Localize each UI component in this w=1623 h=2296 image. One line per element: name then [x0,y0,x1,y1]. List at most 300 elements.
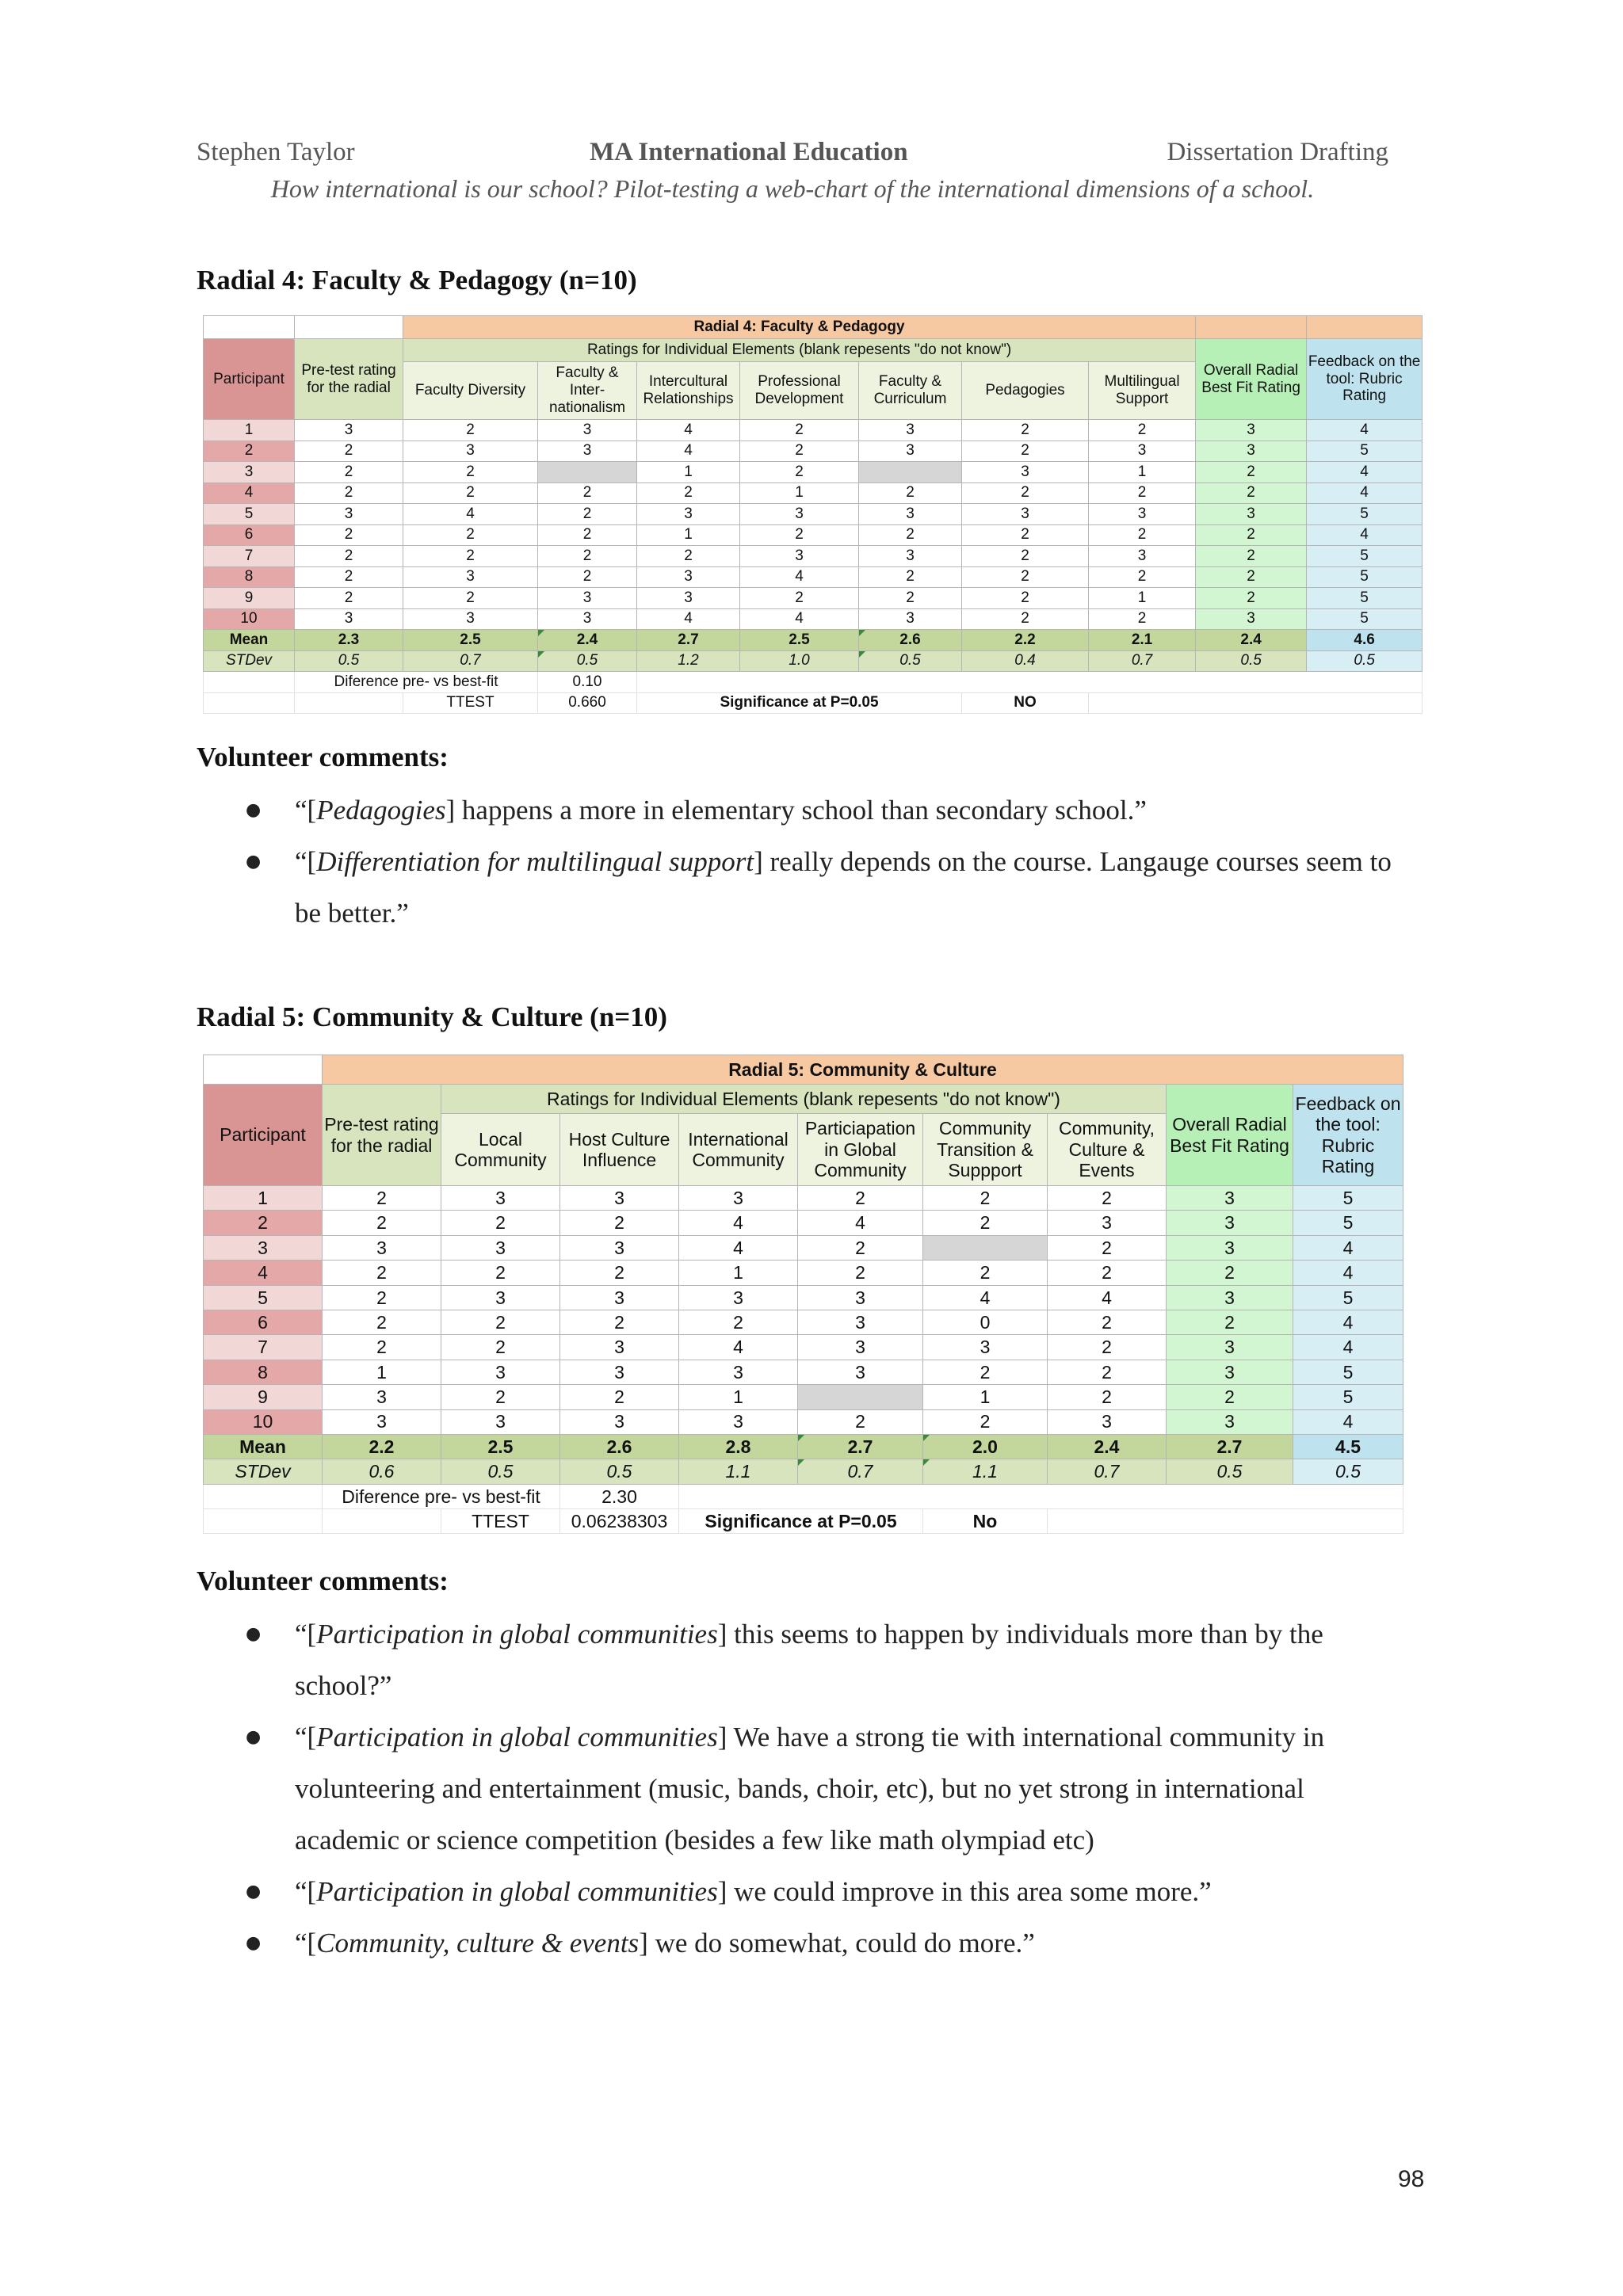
table-cell [204,692,295,714]
table-row [204,1335,1403,1360]
table-cell [1196,316,1307,339]
table-title: Radial 4: Faculty & Pedagogy [403,316,1196,339]
table-cell: 2 [923,1409,1048,1434]
table-row [204,1261,1403,1285]
table-cell: 2 [637,546,740,567]
participant-id: 6 [204,524,295,546]
table-cell: 5 [1307,441,1423,462]
table-cell: 3 [560,1335,679,1360]
table-cell: 2 [859,482,962,504]
table-cell: 3 [1167,1235,1293,1260]
table-cell [204,1509,323,1534]
table-cell: 5 [1293,1211,1403,1235]
header-subtitle: How international is our school? Pilot-testing a web-chart of the international dimensions of a school. [270,174,1315,203]
participant-id: 8 [204,1360,323,1384]
col-bestfit: Overall Radial Best Fit Rating [1196,339,1307,420]
mean-cell: 2.4 [538,630,637,651]
table-cell: 2 [923,1360,1048,1384]
participant-id: 3 [204,1235,323,1260]
mean-cell: 2.7 [798,1434,923,1459]
mean-cell: 2.6 [560,1434,679,1459]
stdev-cell: 0.5 [1293,1459,1403,1484]
table-cell: 3 [441,1360,560,1384]
col-element: Community, Culture & Events [1048,1114,1167,1186]
table-cell: 2 [403,420,538,441]
table-row [204,1310,1403,1334]
table-subheader: Ratings for Individual Elements (blank repesents "do not know") [403,339,1196,362]
table-cell: 3 [538,608,637,630]
table-row [204,1360,1403,1384]
table-cell: 2 [538,482,637,504]
col-feedback: Feedback on the tool: Rubric Rating [1307,339,1423,420]
mean-cell: 2.4 [1196,630,1307,651]
table-cell [1048,1509,1403,1534]
ttest-value: 0.06238303 [560,1509,679,1534]
table-cell: 4 [403,504,538,525]
radial5-heading: Radial 5: Community & Culture (n=10) [197,1001,667,1032]
table-cell: 2 [740,462,859,483]
table-cell: 2 [1048,1335,1167,1360]
table-cell: 2 [1048,1385,1167,1409]
diff-value: 0.10 [538,672,637,693]
table-cell: 3 [1167,1186,1293,1211]
bullet-icon: ● [246,1727,262,1747]
mean-cell: 2.5 [441,1434,560,1459]
significance-label: Significance at P=0.05 [637,692,962,714]
table-cell [295,692,403,714]
table-cell [923,1235,1048,1260]
comment-topic: Pedagogies [316,795,446,826]
table-cell: 3 [679,1360,798,1384]
table-cell: 3 [740,504,859,525]
table-cell: 4 [740,608,859,630]
table-cell: 4 [923,1285,1048,1310]
mean-label: Mean [204,630,295,651]
table-cell: 3 [962,462,1089,483]
stdev-label: STDev [204,650,295,672]
table-cell: 2 [1048,1310,1167,1334]
table-row [204,1285,1403,1310]
radial4-table [203,315,1423,714]
table-cell: 2 [1089,566,1196,588]
table-cell: 2 [403,588,538,609]
table-cell: 4 [679,1335,798,1360]
table-cell: 2 [962,420,1089,441]
table-row [204,1186,1403,1211]
ttest-label: TTEST [441,1509,560,1534]
radial5-table [203,1055,1403,1534]
table-cell: 3 [1089,546,1196,567]
participant-id: 2 [204,441,295,462]
table-cell: 2 [798,1235,923,1260]
table-cell: 3 [1089,504,1196,525]
table-cell: 5 [1293,1385,1403,1409]
table-cell: 2 [295,566,403,588]
radial4-comments-label: Volunteer comments: [197,742,449,772]
radial5-comments-label: Volunteer comments: [197,1566,449,1596]
comment-item: ● “[Participation in global communities] we could improve in this area some more.” [197,1866,1401,1917]
mean-cell: 2.7 [1167,1434,1293,1459]
table-cell: 3 [679,1409,798,1434]
stdev-cell: 0.4 [962,650,1089,672]
table-cell: 3 [798,1310,923,1334]
col-pretest: Pre-test rating for the radial [323,1085,441,1186]
table-cell: 2 [403,482,538,504]
stdev-cell: 0.7 [798,1459,923,1484]
significance-label: Significance at P=0.05 [679,1509,923,1534]
mean-cell: 2.2 [323,1434,441,1459]
table-cell: 3 [740,546,859,567]
bullet-icon: ● [246,800,262,820]
table-row [204,588,1423,609]
table-cell: 3 [798,1335,923,1360]
table-cell: 2 [679,1310,798,1334]
table-row [204,420,1423,441]
participant-id: 5 [204,504,295,525]
table-cell [859,462,962,483]
table-cell: 3 [1196,608,1307,630]
table-cell: 2 [1089,524,1196,546]
table-cell: 3 [441,1186,560,1211]
table-cell: 1 [1089,462,1196,483]
header-doc-type: Dissertation Drafting [1167,138,1388,166]
table-cell: 3 [560,1409,679,1434]
table-cell [1089,692,1423,714]
table-cell: 3 [323,1385,441,1409]
mean-label: Mean [204,1434,323,1459]
table-cell: 2 [962,546,1089,567]
table-cell: 1 [1089,588,1196,609]
table-row [204,1385,1403,1409]
table-cell: 3 [637,588,740,609]
col-participant: Participant [204,339,295,420]
radial4-heading: Radial 4: Faculty & Pedagogy (n=10) [197,265,637,296]
table-cell: 2 [923,1211,1048,1235]
significance-value: No [923,1509,1048,1534]
comment-item: ● “[Differentiation for multilingual support] really depends on the course. Langauge courses seem to be better.” [197,836,1401,939]
table-cell: 2 [1196,462,1307,483]
table-cell: 1 [923,1385,1048,1409]
table-cell: 2 [560,1310,679,1334]
table-cell: 1 [637,524,740,546]
comment-item: ● “[Community, culture & events] we do somewhat, could do more.” [197,1917,1401,1969]
bullet-icon: ● [246,1882,262,1901]
table-subheader: Ratings for Individual Elements (blank repesents "do not know") [441,1085,1167,1114]
table-cell [637,672,1423,693]
table-cell: 3 [323,1235,441,1260]
significance-value: NO [962,692,1089,714]
table-cell: 4 [1293,1261,1403,1285]
participant-id: 3 [204,462,295,483]
stdev-cell: 0.7 [1089,650,1196,672]
table-cell: 3 [403,608,538,630]
col-feedback: Feedback on the tool: Rubric Rating [1293,1085,1403,1186]
diff-label: Diference pre- vs best-fit [323,1484,560,1508]
table-cell [538,462,637,483]
table-cell: 2 [560,1261,679,1285]
table-cell: 2 [740,588,859,609]
participant-id: 7 [204,546,295,567]
table-cell: 4 [1307,524,1423,546]
col-element: Faculty & Curriculum [859,362,962,420]
col-pretest: Pre-test rating for the radial [295,339,403,420]
mean-cell: 2.0 [923,1434,1048,1459]
table-cell: 5 [1293,1186,1403,1211]
col-bestfit: Overall Radial Best Fit Rating [1167,1085,1293,1186]
participant-id: 1 [204,1186,323,1211]
table-cell: 1 [679,1261,798,1285]
table-cell: 2 [323,1186,441,1211]
table-row [204,462,1423,483]
table-cell: 2 [740,441,859,462]
table-cell: 3 [538,588,637,609]
ttest-value: 0.660 [538,692,637,714]
mean-cell: 4.5 [1293,1434,1403,1459]
table-cell: 3 [1167,1211,1293,1235]
stdev-label: STDev [204,1459,323,1484]
table-cell [323,1509,441,1534]
table-cell: 2 [1089,608,1196,630]
table-cell: 2 [295,588,403,609]
table-cell: 2 [962,441,1089,462]
table-cell: 2 [441,1385,560,1409]
table-cell: 4 [1307,482,1423,504]
col-element: Faculty Diversity [403,362,538,420]
table-cell: 2 [798,1261,923,1285]
page-number: 98 [1398,2166,1425,2192]
stdev-cell: 0.6 [323,1459,441,1484]
participant-id: 8 [204,566,295,588]
comment-topic: Participation in global communities [316,1876,718,1907]
table-cell: 4 [1293,1235,1403,1260]
table-cell: 2 [1196,524,1307,546]
table-cell: 5 [1293,1360,1403,1384]
table-row [204,524,1423,546]
col-element: Host Culture Influence [560,1114,679,1186]
table-cell: 2 [798,1186,923,1211]
table-cell: 4 [637,608,740,630]
table-cell: 2 [538,546,637,567]
table-cell: 5 [1307,504,1423,525]
comment-item: ● “[Participation in global communities] this seems to happen by individuals more than by the school?” [197,1608,1401,1711]
col-element: International Community [679,1114,798,1186]
mean-cell: 2.3 [295,630,403,651]
table-cell: 3 [1089,441,1196,462]
table-cell: 3 [538,420,637,441]
table-cell: 3 [1196,420,1307,441]
table-cell: 2 [740,420,859,441]
table-cell: 3 [859,546,962,567]
table-cell: 2 [1048,1235,1167,1260]
comment-topic: Differentiation for multilingual support [316,846,754,877]
comment-item: ● “[Participation in global communities] We have a strong tie with international community in volunteering and entertainment (music, bands, choir, etc), but no yet strong in international academic or science competition (besides a few like math olympiad etc) [197,1711,1401,1866]
radial5-comments [197,1608,1401,1969]
table-row [204,546,1423,567]
table-cell: 2 [538,566,637,588]
participant-id: 1 [204,420,295,441]
table-cell: 2 [1167,1385,1293,1409]
table-cell [1307,316,1423,339]
table-row [204,566,1423,588]
stdev-cell: 0.5 [1167,1459,1293,1484]
mean-cell: 2.7 [637,630,740,651]
participant-id: 2 [204,1211,323,1235]
participant-id: 4 [204,1261,323,1285]
table-cell: 3 [1167,1285,1293,1310]
table-cell: 4 [679,1211,798,1235]
table-row [204,1211,1403,1235]
table-row [204,441,1423,462]
table-cell: 2 [441,1211,560,1235]
table-cell: 3 [859,441,962,462]
table-cell: 2 [859,566,962,588]
table-cell: 3 [859,608,962,630]
table-cell: 5 [1307,588,1423,609]
table-cell: 2 [637,482,740,504]
comment-item: ● “[Pedagogies] happens a more in elementary school than secondary school.” [197,784,1401,836]
radial4-comments [197,784,1401,939]
table-cell: 3 [798,1285,923,1310]
mean-cell: 2.4 [1048,1434,1167,1459]
table-cell: 3 [1196,504,1307,525]
table-cell: 2 [923,1261,1048,1285]
bullet-icon: ● [246,1624,262,1644]
table-cell: 3 [1048,1211,1167,1235]
table-cell: 2 [403,524,538,546]
table-cell: 2 [295,524,403,546]
table-cell: 3 [295,608,403,630]
table-cell: 3 [798,1360,923,1384]
table-row [204,482,1423,504]
col-element: Pedagogies [962,362,1089,420]
table-cell: 3 [1167,1335,1293,1360]
table-cell: 3 [923,1335,1048,1360]
stdev-cell: 1.2 [637,650,740,672]
mean-cell: 2.8 [679,1434,798,1459]
table-cell: 2 [1196,546,1307,567]
mean-cell: 4.6 [1307,630,1423,651]
table-cell: 4 [1307,420,1423,441]
participant-id: 7 [204,1335,323,1360]
diff-label: Diference pre- vs best-fit [295,672,538,693]
table-cell: 1 [679,1385,798,1409]
table-cell: 2 [538,504,637,525]
table-cell: 2 [441,1335,560,1360]
stdev-cell: 0.5 [560,1459,679,1484]
table-cell: 4 [1293,1310,1403,1334]
table-cell [204,316,295,339]
stdev-cell: 1.1 [679,1459,798,1484]
table-cell: 2 [295,462,403,483]
col-participant: Participant [204,1085,323,1186]
participant-id: 9 [204,588,295,609]
col-element: Professional Development [740,362,859,420]
table-cell: 3 [679,1285,798,1310]
table-cell: 2 [560,1211,679,1235]
table-cell: 5 [1307,608,1423,630]
table-cell: 2 [740,524,859,546]
table-cell: 2 [295,441,403,462]
table-cell: 1 [637,462,740,483]
table-cell: 3 [441,1235,560,1260]
col-element: Local Community [441,1114,560,1186]
comment-topic: Participation in global communities [316,1619,718,1650]
table-cell: 2 [962,524,1089,546]
participant-id: 6 [204,1310,323,1334]
bullet-icon: ● [246,1933,262,1953]
table-cell: 3 [560,1360,679,1384]
table-cell: 2 [295,482,403,504]
mean-cell: 2.2 [962,630,1089,651]
table-cell: 3 [538,441,637,462]
table-cell: 3 [1167,1360,1293,1384]
radial5-rows [204,1186,1403,1435]
table-cell: 2 [798,1409,923,1434]
mean-cell: 2.5 [740,630,859,651]
header-author: Stephen Taylor [197,138,355,166]
stdev-cell: 0.5 [1196,650,1307,672]
stdev-cell: 1.0 [740,650,859,672]
table-cell: 3 [323,1409,441,1434]
table-cell: 3 [403,566,538,588]
table-cell: 5 [1307,546,1423,567]
table-cell: 3 [560,1186,679,1211]
table-cell: 2 [441,1261,560,1285]
stdev-cell: 0.5 [441,1459,560,1484]
table-cell: 4 [798,1211,923,1235]
bullet-icon: ● [246,852,262,871]
participant-id: 9 [204,1385,323,1409]
table-cell: 3 [560,1285,679,1310]
col-element: Intercultural Relationships [637,362,740,420]
table-cell: 3 [679,1186,798,1211]
table-cell: 3 [560,1235,679,1260]
table-cell: 3 [295,420,403,441]
table-cell: 4 [1048,1285,1167,1310]
table-cell: 2 [441,1310,560,1334]
stdev-cell: 1.1 [923,1459,1048,1484]
col-element: Faculty & Inter-nationalism [538,362,637,420]
table-cell: 2 [1089,420,1196,441]
table-cell: 2 [1048,1360,1167,1384]
table-cell: 4 [740,566,859,588]
table-cell: 2 [1167,1310,1293,1334]
comment-topic: Community, culture & events [316,1928,640,1958]
table-row [204,504,1423,525]
participant-id: 5 [204,1285,323,1310]
table-cell: 2 [923,1186,1048,1211]
stdev-cell: 0.7 [403,650,538,672]
table-cell [679,1484,1403,1508]
table-cell: 3 [859,420,962,441]
table-cell: 5 [1293,1285,1403,1310]
stdev-cell: 0.5 [859,650,962,672]
table-cell: 3 [1167,1409,1293,1434]
table-cell [798,1385,923,1409]
table-cell: 2 [962,588,1089,609]
table-cell [295,316,403,339]
table-cell: 2 [1196,566,1307,588]
table-cell: 2 [1048,1186,1167,1211]
col-element: Particiapation in Global Community [798,1114,923,1186]
table-cell: 3 [1196,441,1307,462]
table-cell: 2 [560,1385,679,1409]
table-cell: 2 [962,566,1089,588]
table-cell: 3 [1048,1409,1167,1434]
mean-cell: 2.1 [1089,630,1196,651]
table-cell: 4 [1293,1335,1403,1360]
table-cell: 4 [637,420,740,441]
